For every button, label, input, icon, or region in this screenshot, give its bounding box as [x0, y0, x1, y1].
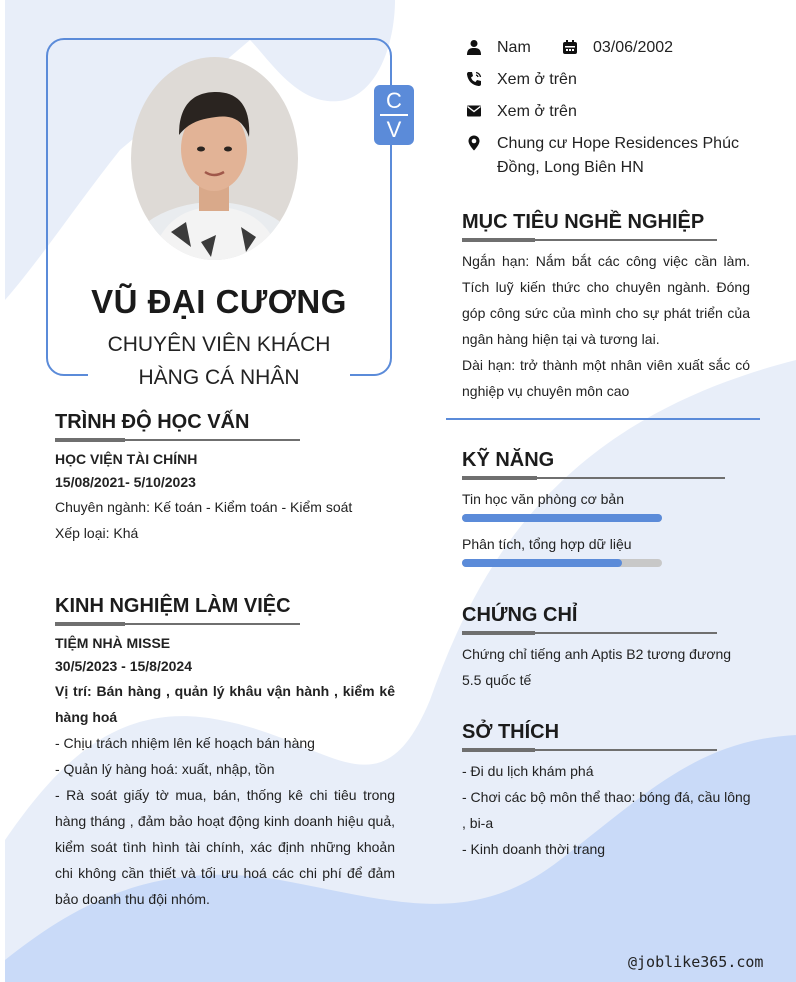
skill-bar-track — [462, 514, 662, 522]
skill-bar-track — [462, 559, 662, 567]
experience-duties — [55, 730, 395, 912]
certificates-heading: CHỨNG CHỈ — [462, 604, 578, 626]
contact-address-row — [466, 132, 739, 180]
hobbies-list — [462, 758, 752, 862]
contact-email: Xem ở trên — [497, 103, 577, 120]
address-line-2: Đồng, Long Biên HN — [497, 159, 644, 176]
footer-watermark: @joblike365.com — [628, 953, 764, 971]
mail-icon — [466, 103, 482, 119]
skills-rule — [462, 477, 725, 479]
contact-email-row — [466, 100, 577, 124]
hobby-item: - Chơi các bộ môn thể thao: bóng đá, cầu lông , bi-a — [462, 789, 751, 831]
hobbies-rule — [462, 749, 717, 751]
contact-birthdate: 03/06/2002 — [593, 39, 674, 56]
experience-position: Vị trí: Bán hàng , quản lý khâu vận hành , kiểm kê hàng hoá — [55, 683, 395, 725]
experience-period: 30/5/2023 - 15/8/2024 — [55, 658, 193, 674]
education-heading: TRÌNH ĐỘ HỌC VẤN — [55, 411, 250, 433]
phone-icon — [466, 71, 482, 87]
profile-role — [46, 328, 392, 394]
right-column-divider — [446, 418, 760, 420]
certificates-rule — [462, 632, 717, 634]
experience-rule — [55, 623, 300, 625]
hobby-item: - Đi du lịch khám phá — [462, 763, 594, 779]
person-icon — [466, 39, 482, 55]
skill-bar-fill — [462, 559, 622, 567]
address-line-1: Chung cư Hope Residences Phúc — [497, 135, 739, 152]
objective-text — [462, 248, 750, 404]
experience-heading: KINH NGHIỆM LÀM VIỆC — [55, 595, 291, 617]
skills-heading: KỸ NĂNG — [462, 449, 555, 471]
contact-gender: Nam — [497, 39, 531, 56]
education-grade: Xếp loại: Khá — [55, 525, 139, 541]
objective-heading: MỤC TIÊU NGHỀ NGHIỆP — [462, 211, 705, 233]
cv-badge-bottom: V — [386, 117, 402, 142]
location-pin-icon — [466, 135, 482, 151]
profile-name: VŨ ĐẠI CƯƠNG — [91, 283, 347, 320]
objective-short-term: Ngắn hạn: Nắm bắt các công việc cần làm. Tích luỹ kiến thức cho chuyên ngành. Đóng góp công sức của mình cho sự phát triển của ngân hàng hiện tại và tương lai. — [462, 253, 750, 347]
skill-label: Tin học văn phòng cơ bản — [462, 491, 624, 507]
objective-long-term: Dài hạn: trở thành một nhân viên xuất sắc có nghiệp vụ chuyên môn cao — [462, 357, 750, 399]
education-rule — [55, 439, 300, 441]
hobby-item: - Kinh doanh thời trang — [462, 841, 606, 857]
education-period: 15/08/2021- 5/10/2023 — [55, 474, 196, 490]
skill-bar-fill — [462, 514, 662, 522]
contact-phone-row — [466, 68, 577, 92]
duty-item: - Quản lý hàng hoá: xuất, nhập, tồn — [55, 761, 275, 777]
calendar-icon — [562, 39, 578, 55]
hobbies-heading: SỞ THÍCH — [462, 721, 560, 743]
cv-badge — [374, 85, 414, 145]
role-line-2: HÀNG CÁ NHÂN — [138, 366, 300, 389]
skill-label: Phân tích, tổng hợp dữ liệu — [462, 536, 632, 552]
contact-phone: Xem ở trên — [497, 71, 577, 88]
cv-badge-top: C — [386, 88, 402, 113]
experience-company: TIỆM NHÀ MISSE — [55, 635, 171, 651]
duty-item: - Rà soát giấy tờ mua, bán, thống kê chi tiêu trong hàng tháng , đảm bảo hoạt động kinh doanh hiệu quả, kiểm soát tình hình tài chính, xác định những khoản chi không cần thiết và tối ưu hoá các chi phí để đảm bảo doanh thu đội nhóm. — [55, 787, 395, 907]
education-major: Chuyên ngành: Kế toán - Kiểm toán - Kiểm soát — [55, 499, 353, 515]
role-line-1: CHUYÊN VIÊN KHÁCH — [107, 333, 331, 356]
certificates-text: Chứng chỉ tiếng anh Aptis B2 tương đương 5.5 quốc tế — [462, 646, 732, 688]
contact-birthdate-row — [562, 36, 673, 60]
profile-photo — [131, 57, 298, 260]
contact-gender-row — [466, 36, 531, 60]
objective-rule — [462, 239, 717, 241]
duty-item: - Chịu trách nhiệm lên kế hoạch bán hàng — [55, 735, 315, 751]
education-school: HỌC VIỆN TÀI CHÍNH — [55, 451, 198, 467]
contact-address — [497, 132, 739, 180]
